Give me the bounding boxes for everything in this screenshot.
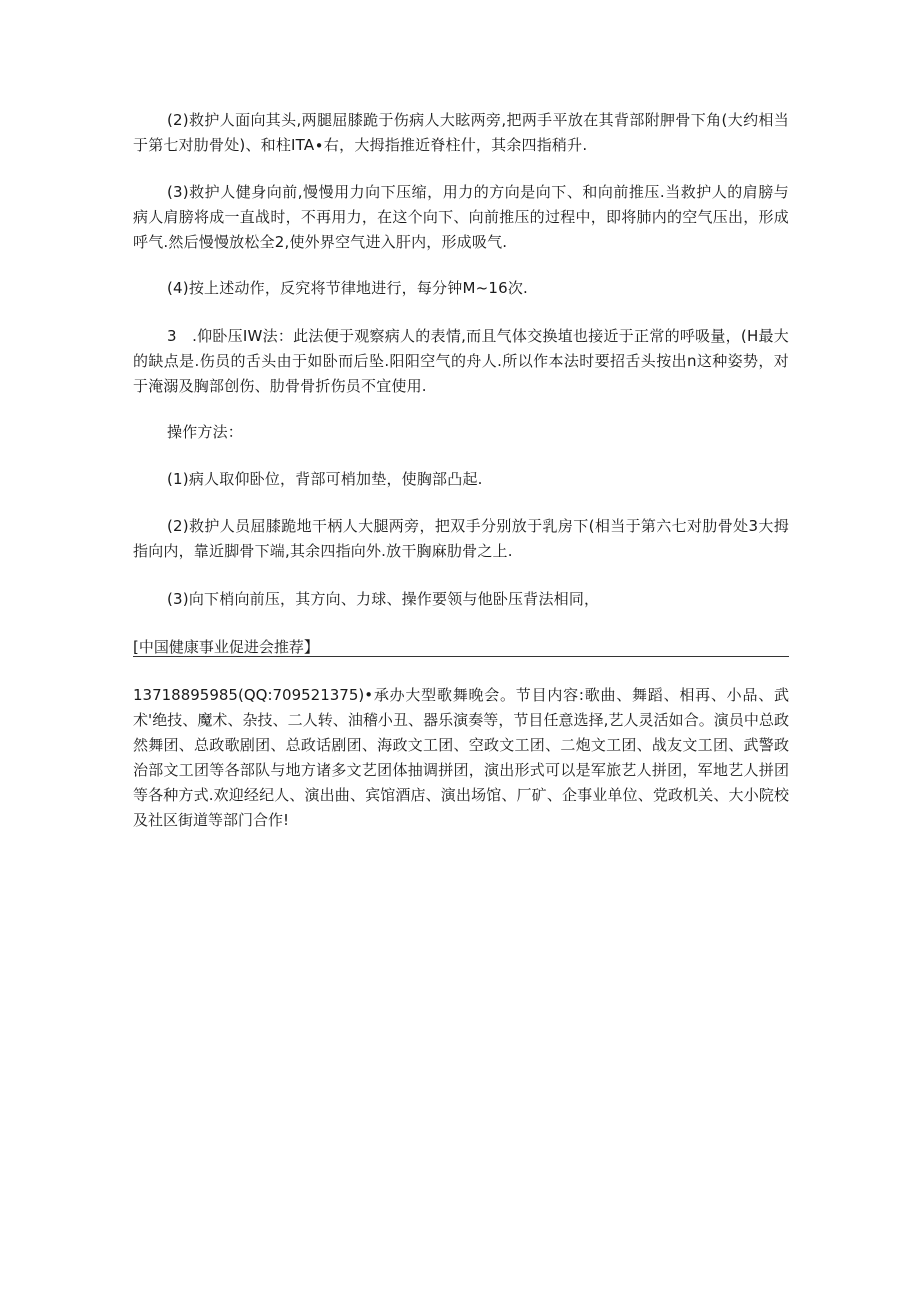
paragraph-supine-method: 3 .仰卧压IW法：此法便于观察病人的表情,而且气体交换埴也接近于正常的呼吸量，(H最大的缺点是.伤员的舌头由于如卧而后坠.阳阳空气的舟人.所以作本法时要招舌头按出n这种姿势，对于淹溺及胸部创伤、肋骨骨折伤员不宜使用. — [133, 327, 789, 395]
paragraph-step-4-prone: (4)按上述动作，反究将节律地进行，每分钟M~16次. — [167, 279, 529, 297]
advertisement-text: 13718895985(QQ:709521375)•承办大型歌舞晚会。节目内容:歌曲、舞蹈、相再、小品、武术'绝技、魔术、杂技、二人转、油稽小丑、器乐演奏等，节目任意选择,艺人灵活如合。演员中总政然舞团、总政歌剧团、总政话剧团、海政文工团、空政文工团、二炮文工团、战友文工团、武警政治部文工团等各部队与地方诸多文艺团体抽调拼团，演出形式可以是军旅艺人拼团，军地艺人拼团等各种方式.欢迎经纪人、演出曲、宾馆酒店、演出场馆、厂矿、企事业单位、党政机关、大小院校及社区街道等部门合作! — [133, 686, 789, 829]
divider-line — [133, 656, 789, 657]
paragraph-step-3-supine: (3)向下梢向前压，其方向、力球、操作要领与他卧压背法相同， — [167, 590, 600, 608]
paragraph-step-3-prone: (3)救护人健身向前,慢慢用力向下压缩，用力的方向是向下、和向前推压.当救护人的肩膀与病人肩膀将成一直战时，不再用力，在这个向下、向前推压的过程中，即将肺内的空气压出，形成呼气.然后慢慢放松全2,使外界空气进入肝内，形成吸气. — [133, 183, 789, 251]
paragraph-operation-heading: 操作方法： — [167, 423, 244, 441]
paragraph-step-1-supine: (1)病人取仰卧位，背部可梢加垫，使胸部凸起. — [167, 470, 483, 488]
paragraph-step-2-prone: (2)救护人面向其头,两腿屈膝跪于伤病人大眩两旁,把两手平放在其背部附胛骨下角(大约相当于第七对肋骨处)、和柱ITA∙右，大拇指推近脊柱什，其余四指稍升. — [133, 111, 789, 154]
recommend-title: [中国健康事业促进会推荐】 — [133, 638, 319, 656]
paragraph-step-2-supine: (2)救护人员屈膝跪地干柄人大腿两旁，把双手分别放于乳房下(相当于第六七对肋骨处3大拇指向内，靠近脚骨下端,其余四指向外.放干胸麻肋骨之上. — [133, 517, 789, 560]
